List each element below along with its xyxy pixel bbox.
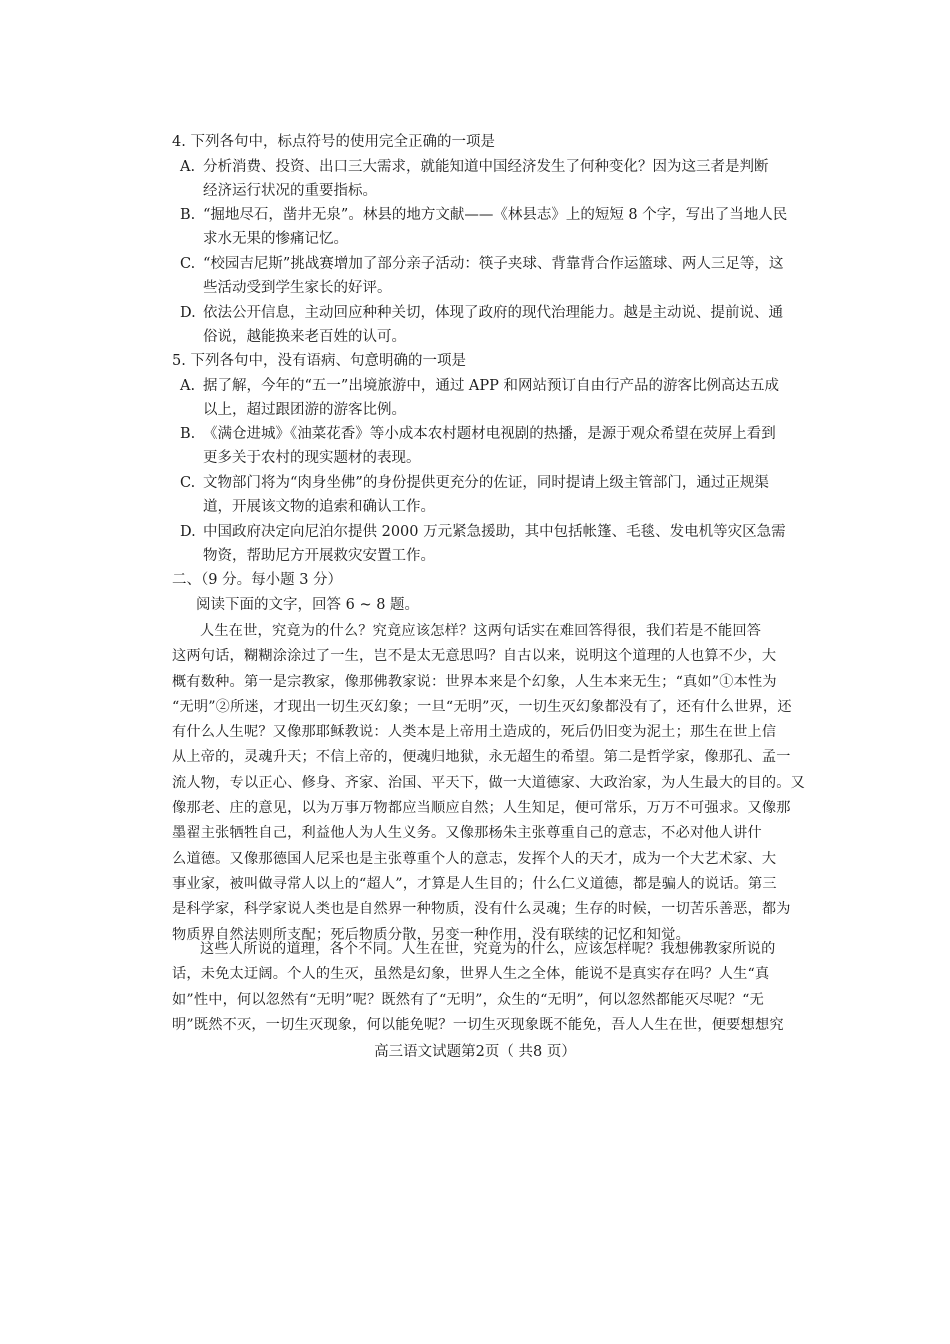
option-line: “掘地尽石，凿井无泉”。林县的地方文献——《林县志》上的短短 8 个字，写出了当地人民: [203, 207, 788, 223]
option-line: 经济运行状况的重要指标。: [203, 183, 377, 199]
option-letter: C.: [180, 256, 196, 272]
passage-line: 有什么人生呢？又像那耶稣教说：人类本是上帝用土造成的，死后仍旧变为泥土；那生在世上信: [172, 724, 777, 741]
passage-line: 流人物，专以正心、修身、齐家、治国、平天下，做一大道德家、大政治家，为人生最大的目的。又: [172, 774, 806, 791]
passage-line: 话，未免太迂阔。个人的生灭，虽然是幻象，世界人生之全体，能说不是真实存在吗？人生“真: [172, 966, 770, 983]
question-5-option-c: [180, 471, 792, 519]
passage-line: 这两句话，糊糊涂涂过了一生，岂不是太无意思吗？自古以来，说明这个道理的人也算不少，大: [172, 648, 777, 665]
passage-line: 如”性中，何以忽然有“无明”呢？既然有了“无明”，众生的“无明”，何以忽然都能灭尽呢？“无: [172, 991, 764, 1008]
passage-line: 这些人所说的道理，各个不同。人生在世，究竟为的什么，应该怎样呢？我想佛教家所说的: [200, 941, 776, 957]
option-line: 些活动受到学生家长的好评。: [203, 280, 392, 296]
passage-line: 从上帝的，灵魂升天；不信上帝的，便魂归地狱，永无超生的希望。第二是哲学家，像那孔、孟一: [172, 749, 791, 766]
option-line: 物资，帮助尼方开展救灾安置工作。: [203, 548, 435, 564]
passage-line: 么道德。又像那德国人尼采也是主张尊重个人的意志，发挥个人的天才，成为一个大艺术家、大: [172, 850, 777, 867]
question-5-option-a: [180, 374, 792, 422]
section-instruction: 阅读下面的文字，回答 6 ~ 8 题。: [196, 597, 420, 613]
option-line: 更多关于农村的现实题材的表现。: [203, 450, 421, 466]
passage-paragraph-1: [172, 619, 806, 948]
option-line: 中国政府决定向尼泊尔提供 2000 万元紧急援助，其中包括帐篷、毛毯、发电机等灾区急需: [203, 524, 786, 540]
question-4-option-c: [180, 252, 792, 300]
option-line: 据了解，今年的“五一”出境旅游中，通过 APP 和网站预订自由行产品的游客比例高达五成: [203, 378, 780, 394]
question-4-stem: 4. 下列各句中，标点符号的使用完全正确的一项是: [172, 134, 495, 150]
passage-line: “无明”②所迷，才现出一切生灭幻象；一旦“无明”灭，一切生灭幻象都没有了，还有什么世界，还: [172, 698, 792, 715]
question-4-option-b: [180, 203, 792, 251]
option-line: 道，开展该文物的追索和确认工作。: [203, 499, 435, 515]
question-5-option-b: [180, 422, 792, 470]
passage-line: 事业家，被叫做寻常人以上的“超人”，才算是人生目的；什么仁义道德，都是骗人的说话。第三: [172, 875, 777, 892]
option-line: 分析消费、投资、出口三大需求，就能知道中国经济发生了何种变化？因为这三者是判断: [203, 159, 769, 175]
option-letter: A.: [180, 378, 196, 394]
passage-line: 是科学家，科学家说人类也是自然界一种物质，没有什么灵魂；生存的时候，一切苦乐善恶，都为: [172, 901, 791, 918]
option-line: 求水无果的惨痛记忆。: [203, 231, 348, 247]
question-4-option-a: [180, 155, 792, 203]
passage-line: 物质界自然法则所支配；死后物质分散，另变一种作用，没有联续的记忆和知觉。: [172, 926, 690, 943]
passage-paragraph-2: [172, 937, 787, 1038]
page-footer: 高三语文试题第2页（ 共8 页）: [374, 1044, 576, 1060]
option-line: 《满仓进城》《油菜花香》等小成本农村题材电视剧的热播，是源于观众希望在荧屏上看到: [203, 426, 776, 442]
option-letter: C.: [180, 475, 196, 491]
option-letter: D.: [180, 305, 196, 321]
option-line: “校园吉尼斯”挑战赛增加了部分亲子活动：筷子夹球、背靠背合作运篮球、两人三足等，这: [203, 256, 784, 272]
passage-line: 概有数种。第一是宗教家，像那佛教家说：世界本来是个幻象，人生本来无生；“真如”①本性为: [172, 673, 777, 690]
passage-line: 人生在世，究竟为的什么？究竟应该怎样？这两句话实在难回答得很，我们若是不能回答: [200, 623, 762, 639]
passage-line: 明”既然不灭，一切生灭现象，何以能免呢？一切生灭现象既不能免，吾人人生在世，便要想想究: [172, 1016, 784, 1033]
option-letter: D.: [180, 524, 196, 540]
option-line: 以上，超过跟团游的游客比例。: [203, 402, 406, 418]
option-letter: B.: [180, 207, 196, 223]
option-line: 文物部门将为“肉身坐佛”的身份提供更充分的佐证，同时提请上级主管部门，通过正规渠: [203, 475, 769, 491]
section-heading: 二、（9 分。每小题 3 分）: [172, 572, 343, 588]
option-letter: A.: [180, 159, 196, 175]
question-5-option-d: [180, 520, 792, 568]
option-line: 俗说，越能换来老百姓的认可。: [203, 329, 406, 345]
question-4-option-d: [180, 301, 792, 349]
option-letter: B.: [180, 426, 196, 442]
question-5-stem: 5. 下列各句中，没有语病、句意明确的一项是: [172, 353, 466, 369]
option-line: 依法公开信息，主动回应种种关切，体现了政府的现代治理能力。越是主动说、提前说、通: [203, 305, 783, 321]
passage-line: 墨翟主张牺牲自己，利益他人为人生义务。又像那杨朱主张尊重自己的意志，不必对他人讲什: [172, 825, 762, 842]
passage-line: 像那老、庄的意见，以为万事万物都应当顺应自然；人生知足，便可常乐，万万不可强求。又像那: [172, 800, 791, 817]
